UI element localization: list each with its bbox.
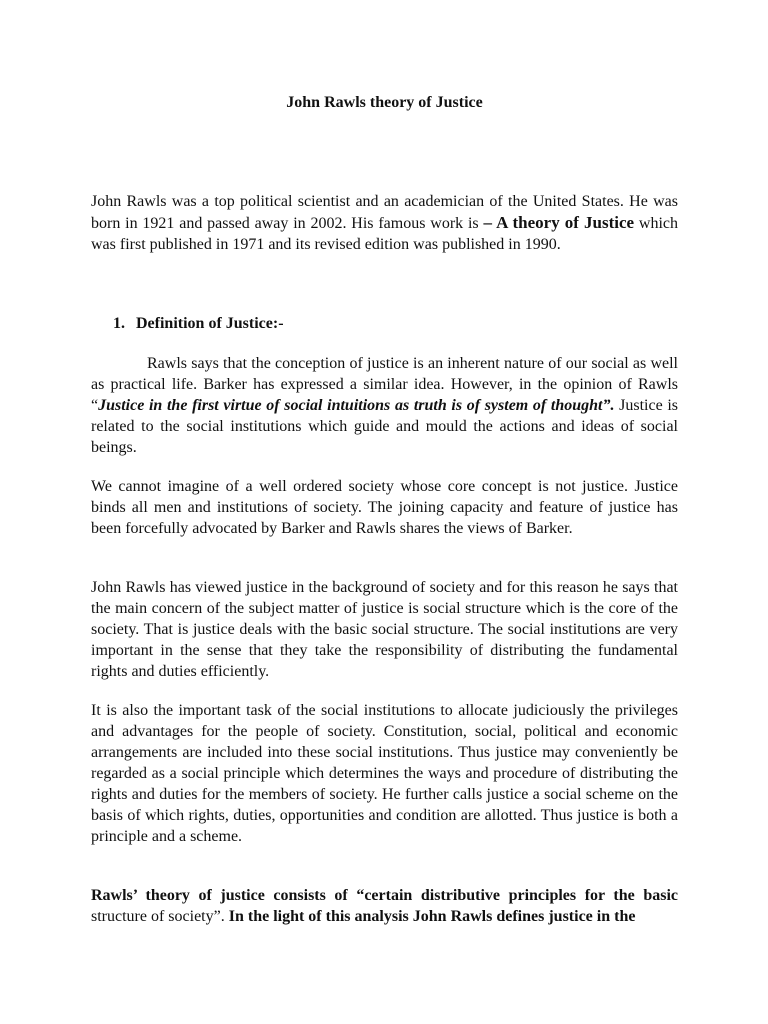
section-number: 1. xyxy=(113,315,125,332)
paragraph-5-bold-2: In the light of this analysis John Rawls defines justice in the xyxy=(224,908,636,925)
paragraph-1-text-2: Justice is related to the social institutions which guide and mould the actions and ideas of social beings. xyxy=(91,397,678,456)
paragraph-1 xyxy=(91,353,678,458)
intro-text-1: John Rawls was a top political scientist and an academician of the United States. He was born in 1921 and passed away in 2002. His famous work is xyxy=(91,193,678,232)
section-heading xyxy=(113,313,284,335)
paragraph-5-plain: structure of society”. xyxy=(91,908,225,925)
paragraph-1-quote: Justice in the first virtue of social intuitions as truth is of system of thought”. xyxy=(98,397,615,414)
paragraph-1-text-1: Rawls says that the conception of justice is an inherent nature of our social as well as practical life. Barker has expressed a similar idea. However, in the opinion of Rawls “ xyxy=(91,355,678,414)
intro-paragraph xyxy=(91,191,678,255)
paragraph-5 xyxy=(91,885,678,927)
paragraph-5-bold-1: Rawls’ theory of justice consists of “certain distributive principles for the basic xyxy=(91,887,678,904)
section-heading-text: Definition of Justice:- xyxy=(136,315,284,332)
intro-dash: – xyxy=(483,213,497,232)
paragraph-2: We cannot imagine of a well ordered society whose core concept is not justice. Justice binds all men and institutions of society. The joining capacity and feature of justice has been forcefully advocated by Barker and Rawls shares the views of Barker. xyxy=(91,478,678,537)
paragraph-4: It is also the important task of the social institutions to allocate judiciously the privileges and advantages for the people of society. Constitution, social, political and economic arrangements are included into these social institutions. Thus justice may conveniently be regarded as a social principle which determines the ways and procedure of distributing the rights and duties for the members of society. He further calls justice a social scheme on the basis of which rights, duties, opportunities and condition are allotted. Thus justice is both a principle and a scheme. xyxy=(91,702,678,845)
document-title: John Rawls theory of Justice xyxy=(286,94,483,111)
paragraph-3: John Rawls has viewed justice in the background of society and for this reason he says that the main concern of the subject matter of justice is social structure which is the core of the society. That is justice deals with the basic social structure. The social institutions are very important in the sense that they take the responsibility of distributing the fundamental rights and duties efficiently. xyxy=(91,579,678,680)
intro-text-2: which was first published in 1971 and its revised edition was published in 1990. xyxy=(91,215,678,253)
book-title: A theory of Justice xyxy=(496,213,635,232)
